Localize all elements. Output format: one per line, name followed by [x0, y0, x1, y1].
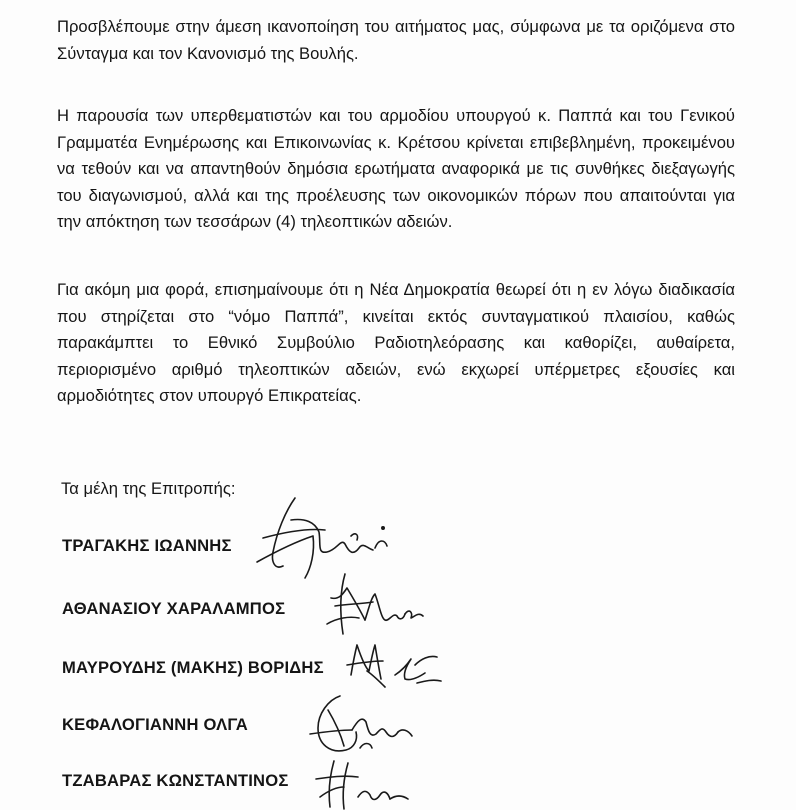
member-name: ΤΡΑΓΑΚΗΣ ΙΩΑΝΝΗΣ — [62, 536, 232, 555]
paragraph-position — [57, 277, 735, 410]
paragraph-line: Γραμματέα Ενημέρωσης και Επικοινωνίας κ. Κρέτσου κρίνεται επιβεβλημένη, προκειμένου — [57, 132, 735, 152]
paragraph-line: Η παρουσία των υπερθεματιστών και του αρμοδίου υπουργού κ. Παππά και του Γενικού — [57, 106, 735, 125]
paragraph-line: περιορισμένο αριθμό τηλεοπτικών αδειών, ενώ εκχωρεί υπέρμετρες εξουσίες και — [57, 359, 735, 379]
paragraph-line: που στηρίζεται στο “νόμο Παππά”, κινείται εκτός συνταγματικού πλαισίου, καθώς — [57, 306, 735, 326]
paragraph-request — [57, 14, 735, 67]
paragraph-line: να τεθούν και να απαντηθούν δημόσια ερωτήματα αναφορικά με τις συνθήκες διεξαγωγής — [57, 159, 735, 178]
paragraph-line: παρακάμπτει το Εθνικό Συμβούλιο Ραδιοτηλεόρασης και καθορίζει, αυθαίρετα, — [57, 333, 735, 352]
paragraph-line: του διαγωνισμού, αλλά και της προέλευσης των οικονομικών πόρων που απαιτούνται για — [57, 185, 735, 205]
signature-4 — [300, 690, 420, 762]
paragraph-line: αρμοδιότητες στον υπουργό Επικρατείας. — [57, 386, 362, 405]
member-name: ΚΕΦΑΛΟΓΙΑΝΝΗ ΟΛΓΑ — [62, 715, 248, 734]
member-name: ΤΖΑΒΑΡΑΣ ΚΩΝΣΤΑΝΤΙΝΟΣ — [62, 771, 289, 790]
member-name: ΑΘΑΝΑΣΙΟΥ ΧΑΡΑΛΑΜΠΟΣ — [62, 599, 286, 618]
signature-3 — [345, 635, 445, 697]
paragraph-line: Για ακόμη μια φορά, επισημαίνουμε ότι η Νέα Δημοκρατία θεωρεί ότι η εν λόγω διαδικασία — [57, 280, 735, 299]
committee-label: Τα μέλη της Επιτροπής: — [61, 479, 236, 498]
member-name: ΜΑΥΡΟΥΔΗΣ (ΜΑΚΗΣ) ΒΟΡΙΔΗΣ — [62, 658, 324, 677]
paragraph-line: την απόκτηση των τεσσάρων (4) τηλεοπτικών αδειών. — [57, 212, 453, 231]
paragraph-presence — [57, 103, 735, 236]
paragraph-line: Σύνταγμα και τον Κανονισμό της Βουλής. — [57, 43, 359, 63]
signature-5 — [310, 757, 420, 810]
paragraph-line: Προσβλέπουμε στην άμεση ικανοποίηση του αιτήματος μας, σύμφωνα με τα οριζόμενα στο — [57, 17, 735, 36]
